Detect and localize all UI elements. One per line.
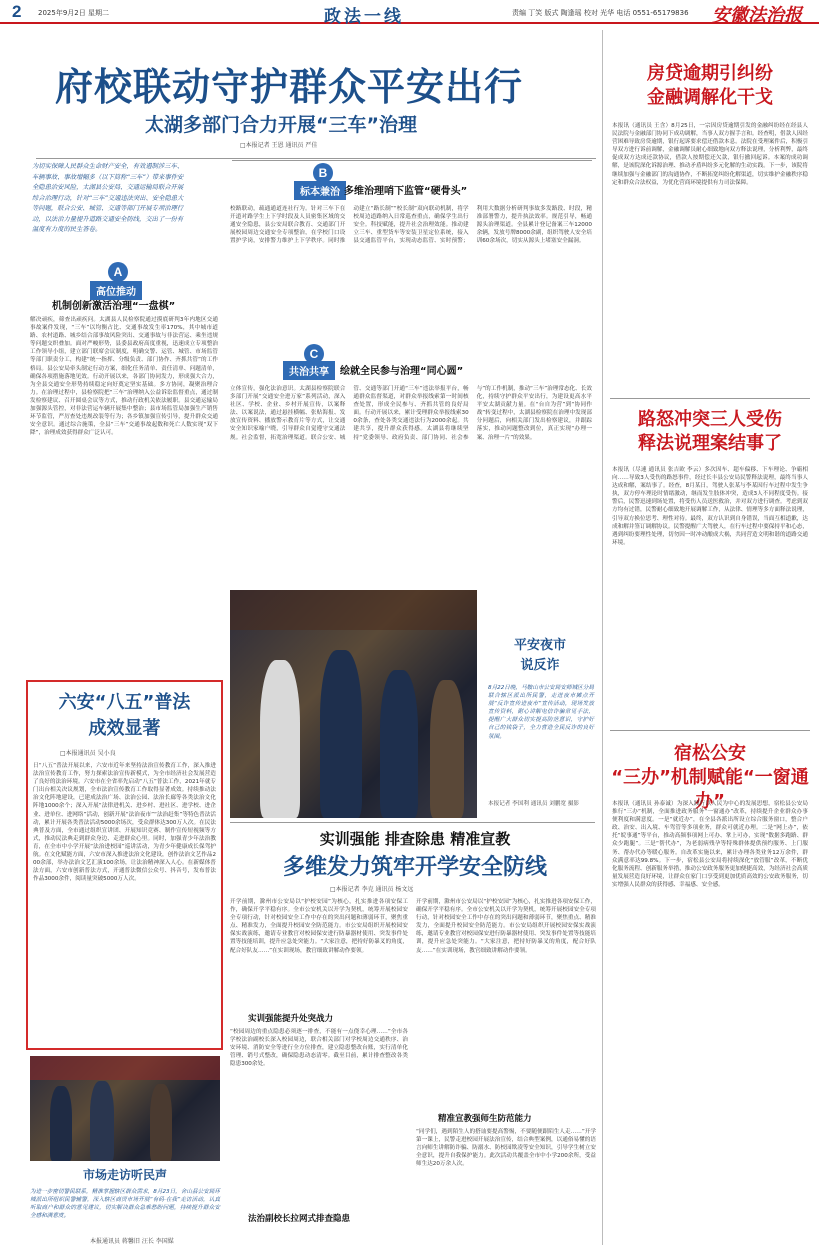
section-b-body: 校路联动，疏通通道连社行为。针对三车下在开道对路学生上下学时段及人员密集区域的交通安全隐患，县公安局联合教育、交通部门开展校园周边交通安全专项整治，在学校门口设置护学岗，安排警力维护上下学秩序。同时推动建立“路长制”“校长制”双向联动机制，将学校周边道路纳入日常巡查重点，确保学生出行安全。科技赋能，提升社会治理效能。推动建立三车、重型货车等安装卫星定位系统，接入县交通监管平台，实现动态监管、实时预警；利用大数据分析研判事故多发路段、时段，精准部署警力，提升执法效率。规范引导，畅通源头治理渠道。全县累计登记备案三车12000余辆，发放号牌8000余副，组织驾驶人安全培训60余场次，切实从源头上堵塞安全漏洞。 — [230, 206, 592, 245]
market-visit-byline: 本报通讯员 蒋馨旧 汪长 李国媒 — [90, 1238, 174, 1245]
night-market-photo — [230, 590, 477, 818]
divider — [230, 822, 595, 823]
right3-title-line1: 宿松公安 — [674, 743, 746, 764]
page-number: 2 — [12, 2, 22, 21]
section-a-badge: A — [108, 262, 128, 282]
page-header — [0, 0, 819, 27]
section-c-body: 立体宣传，强化法治意识。太湖县检察院联合多部门开展“交通安全进万家”系列活动，深入社区、学校、企业、乡村开展宣传，以案释法、以案说法，通过悬挂横幅、张贴海报、发放宣传资料、播放警示教育片等方式，让交通安全知识家喻户晓，引导群众自觉遵守交通法规。社会监督，拓宽治理渠道。联合公安、城管、交通等部门开通“三车”违法举报平台，畅通群众监督渠道，对群众举报线索第一时间核查处置，形成全民参与、齐抓共管的良好局面。行动开展以来，累计受理群众举报线索300余条，查处各类交通违法行为2000余起。共建共享，提升群众获得感。太湖县将继续坚持“党委领导、政府负责、部门协同、社会参与”的工作机制，推动“三车”治理常态化、长效化，持续守护群众平安出行，为建设更高水平平安太湖贡献力量。在“台自为营”到“协同作战”转变过程中，太湖县检察院在治理中发现部分问题后，向相关部门发出检察建议，并跟踪落实，推动问题整改到位，真正实现“办理一案、治理一片”的效果。 — [230, 386, 592, 441]
lead-byline: □本报记者 王恩 通讯员 严佳 — [240, 142, 318, 149]
right1-headline — [610, 62, 810, 114]
section-a-body: 解决顽疾，筛查出顽疾问。太湖县人民检察院通过摸底研判3年内地区交通事故案件发现，“三车”以均衡占比、交通事故发生率170%，其中城市道路、农村道路、城乡结合部事故风险突出、交通事故与非法营运、乘坐违规等问题交织叠加。面对严峻形势，县委县政府高度重视，迅速成立专项整治工作领导小组，建立部门联席会议制度，明确交警、运管、城管、市场监管等部门职责分工，构建“统一指挥、分级负责、部门协作、齐抓共管”的工作格局。县公安局牵头制定行动方案，细化任务清单、责任清单、问题清单，确保各项措施落地见效。行动开展以来，各部门协同发力，形成强大合力，为全县交通安全形势持续稳定向好奠定坚实基础。多方协同，凝聚治理合力。在治理过程中，县检察院把“三车”治理纳入公益诉讼监督重点，通过制发检察建议、召开圆桌会议等方式，推动行政机关依法履职。县交通运输局加强源头管控，对非法营运车辆开展集中整治；县市场监管局加强生产销售环节监管，严厉查处违规改装等行为；各乡镇加强宣传引导，提升群众交通安全意识。通过综合施策，全县“三车”交通事故起数和死亡人数实现“双下降”，治理成效获得群众广泛认可。 — [30, 317, 218, 437]
school-body-1: 开学前期，滁州市公安局以“护校安园”为核心，扎实推进各项安保工作，确保开学平稳有序。全市公安机关以开学为契机，统筹开展校园安全专项行动，针对校园安全工作中存在的突出问题和薄弱环节，聚焦重点、精准发力，全面提升校园安全防范能力。市公安局组织开展校园安保实战演练，邀请专业教官对校园保安进行防暴器材使用、突发事件处置等技能培训，提升应急处突能力。“大家注意，把持好防暴叉的角度，配合好队友……”在实训现场，教官细致讲解动作要领。 — [230, 899, 408, 954]
section-b-title: 多维治理哨下监管“硬骨头” — [344, 186, 468, 197]
school-subhead-2: 法治副校长拉网式排查隐患 — [248, 1214, 351, 1224]
school-title-line1: 实训强能 排查除患 精准宣教 — [319, 830, 511, 848]
right3-headline — [610, 742, 810, 812]
right2-title-line1: 路怒冲突三人受伤 — [638, 409, 782, 430]
school-byline: □本报记者 李克 通讯员 杨文远 — [330, 886, 414, 893]
school-subhead-3: 精准宣教强师生防范能力 — [438, 1114, 532, 1124]
right1-title-line2: 金融调解化干戈 — [647, 87, 773, 108]
divider — [36, 158, 596, 159]
editors: 责编 丁笑 版式 陶逢瑶 校对 光华 电话 0551-65179836 — [512, 9, 689, 17]
divider — [232, 160, 592, 161]
liuan-title-line2: 成效显著 — [88, 718, 161, 739]
divider — [610, 730, 810, 731]
pingan-byline: 本报记者 李国利 通讯员 刘鹏宽 摄影 — [488, 801, 580, 807]
right1-body: 本报讯（通讯员 王含）8月25日，一宗因房贷逾期引发的金融纠纷经在经县人民法院与金融部门协同下成功调解，当事人双方握手言和。经查明，借款人因经营困难导致房贷逾期，银行起诉要求偿还借款本息。法院在受理案件后，积极引导双方进行诉前调解，金融调解员耐心细致地向双方释法说理，分析利弊，最终促成双方达成还款协议，借款人按期偿还欠款，银行撤回起诉。本案的成功调解，是该院深化诉源治理、推动矛盾纠纷多元化解的生动实践。下一步，该院将继续加强与金融部门的沟通协作，不断拓宽纠纷化解渠道，切实维护金融秩序稳定和群众合法权益，为优化营商环境提供有力司法保障。 — [612, 123, 808, 186]
right2-body: 本报讯（尽速 通讯员 张吉欧 李云）多次因车、超车偏移、下车理论、争霸相向……导致3人受伤的路怒事件，经过长丰县公安局民警释法说理，最终当事人达成和解，案结事了。经查，8月某日，驾驶人张某与李某因行车过程中发生争执，双方停车理论时情绪激动，继而发生肢体冲突，造成3人不同程度受伤。接警后，民警迅速到场处置，将受伤人员送医救治，并对双方进行调查。考虑到双方均有过错，民警耐心细致地开展调解工作，从法律、情理等多方面释法说理，引导双方换位思考、理性对待。最终，双方认识到自身错误，当面互相道歉，达成和解并签订调解协议。民警提醒广大驾驶人，在行车过程中要保持平和心态，遇到纠纷要理性处理，切勿因一时冲动酿成大祸，共同营造文明和谐的道路交通环境。 — [612, 467, 808, 546]
right3-body: 本报讯（通讯员 孙泰诚）为深入践行以人民为中心的发展思想，宿松县公安局推行“三办”机制，全面推进政务服务“一窗通办”改革，持续提升企业群众办事便利度和满意度。一是“就近办”，在全县各派出所设立综合服务窗口，整合户政、治安、出入境、车驾管等多项业务，群众可就近办理。二是“网上办”，依托“皖事通”等平台，推动高频事项网上可办、掌上可办，实现“数据多跑路、群众少跑腿”。三是“帮代办”，为老弱病残孕等特殊群体提供预约服务、上门服务、帮办代办等暖心服务。自改革实施以来，累计办理各类业务12万余件，群众满意率达99.8%。下一步，宿松县公安局将持续深化“放管服”改革，不断优化服务流程、创新服务举措，推动公安政务服务更加便捷高效，为经济社会高质量发展营造良好环境，让群众在家门口享受到更加优质高效的公安政务服务，切实增强人民群众的获得感、幸福感、安全感。 — [612, 801, 808, 888]
section-a-label: 高位推动 — [90, 281, 142, 300]
liuan-body: 日“八五”普法开展以来，六安市近年来坚持法治宣传教育工作，深入推进法治宣传教育工作，努力探索法治宣传新模式，为全市经济社会发展营造了良好的法治环境。六安市在全省率先启动“八五”普法工作，2021年就专门出台相关决议规划，全市法治宣传教育工作取得显著成效。持续推动法治文化阵地建设，已建成法治广场、法治公园、法治长廊等各类法治文化阵地1000余个；深入开展“法律进机关、进乡村、进社区、进学校、进企业、进单位、进网络”活动，创新开展“法治夜市”“法治赶集”等特色普法活动，累计开展各类普法活动5000余场次，受众群体达300万人次。在民法典普及方面，全市通过组织宣讲团、开展知识竞赛、制作宣传短视频等方式，推动民法典走到群众身边、走进群众心里。同时，加强青少年法治教育，在全市中小学开展“法治进校园”巡讲活动，为青少年健康成长保驾护航。在文化赋能方面，六安市深入推进法治文化建设，创作法治文艺作品200余部，举办法治文艺汇演100余场，让法治精神深入人心。在新媒体普法方面，六安市创新普法方式，开通普法微信公众号、抖音号，发布普法作品3000余件，阅读量突破5000万人次。 — [33, 763, 216, 883]
lead-intro: 为切实保障人民群众生命财产安全，有效遏制涉三车、车辆事故、事故增幅多（以下简称“三车”）带来事件安全隐患治安风险，太湖县公安局、交通运输局联合开展综合治理行动，针对“三车”交通违法突出、安全隐患大等问题，联合公安、城管、交通等部门开展专项治理行动，以法治力量提升道路交通安全防线，交出了一份有温度有力度的民生答卷。 — [32, 163, 184, 233]
divider — [610, 398, 810, 399]
right2-headline — [610, 408, 810, 460]
date: 2025年9月2日 星期二 — [38, 9, 109, 17]
section-b-label: 标本兼治 — [294, 181, 346, 200]
school-title-line2: 多维发力筑牢开学安全防线 — [282, 855, 547, 880]
right3-title-line2: “三办”机制赋能“一窗通办” — [611, 767, 809, 812]
liuan-title-line1: 六安“八五”普法 — [58, 692, 191, 713]
column-divider — [602, 30, 603, 1245]
pingan-title-line2: 说反诈 — [520, 658, 560, 673]
brand-logo: 安徽法治报 — [712, 5, 802, 26]
lead-headline: 府校联动守护群众平安出行 — [55, 64, 524, 109]
school-body-2: “校园周边的重点隐患必须逐一排查，不能有一点侥幸心理……”全市各学校法治副校长深入校园周边，联合相关部门对学校周边交通秩序、治安环境、消防安全等进行全方位排查，建立隐患整改台账，实行清单化管理、销号式整改，确保隐患动态清零。截至目前，累计排查整改各类隐患300余处。 — [230, 1029, 408, 1068]
section-a-title: 机制创新激活治理“一盘棋” — [52, 301, 176, 312]
section-b-badge: B — [313, 163, 333, 183]
right2-title-line2: 释法说理案结事了 — [638, 433, 782, 454]
liuan-headline — [32, 690, 217, 744]
market-visit-photo — [30, 1056, 220, 1161]
pingan-headline — [484, 636, 596, 676]
right1-title-line1: 房贷逾期引纠纷 — [647, 63, 773, 84]
liuan-byline: □本报通讯员 吴小良 — [60, 750, 116, 757]
section-c-badge: C — [304, 344, 324, 364]
section-c-label: 共治共享 — [283, 361, 335, 380]
pingan-title-line1: 平安夜市 — [513, 638, 566, 653]
market-visit-title: 市场走访听民声 — [82, 1168, 167, 1182]
section-c-title: 绘就全民参与治理“同心圆” — [340, 366, 464, 377]
school-subhead-1: 实训强能提升处突战力 — [248, 1014, 334, 1024]
school-body-3: “同学们，遇到陌生人的搭讪要提高警惕，不要随便跟陌生人走……”开学第一课上，民警走进校园开展法治宣传，结合典型案例，以通俗易懂的语言向师生讲解防诈骗、防溺水、防校园欺凌等安全知识，引导学生树立安全意识，提升自我保护能力。此次活动共覆盖全市中小学200余所，受益师生达20万余人次。 — [416, 1129, 596, 1168]
market-visit-body: 为进一步密切警民联系，精准掌握辖区群众需求，8月23日，舍山县公安局环城派出所组织民警辅警，深入辖区商贸市场开展“有码·在我”走访活动，认真听取商户和群众的意见建议，切实解决群众急难愁盼问题，持续提升群众安全感和满意度。 — [30, 1189, 220, 1220]
pingan-body: 8月22日晚，马鞍山市公安局安师城区分局联合辖区派出所民警，走进夜市摊点开展“反诈宣传进夜市”宣传活动，现场发放宣传资料，耐心讲解电信诈骗常见手法，提醒广大群众切实提高防范意识，守护好自己的钱袋子，全力营造全民反诈的良好氛围。 — [488, 685, 594, 740]
school-body-3-intro: 开学前期，滁州市公安局以“护校安园”为核心，扎实推进各项安保工作，确保开学平稳有序。全市公安机关以开学为契机，统筹开展校园安全专项行动，针对校园安全工作中存在的突出问题和薄弱环节，聚焦重点、精准发力，全面提升校园安全防范能力。市公安局组织开展校园安保实战演练，邀请专业教官对校园保安进行防暴器材使用、突发事件处置等技能培训，提升应急处突能力。“大家注意，把持好防暴叉的角度，配合好队友……”在实训现场，教官细致讲解动作要领。 — [416, 899, 596, 954]
column-name: 政法一线 — [324, 7, 404, 27]
lead-subtitle: 太湖多部门合力开展“三车”治理 — [145, 114, 417, 136]
